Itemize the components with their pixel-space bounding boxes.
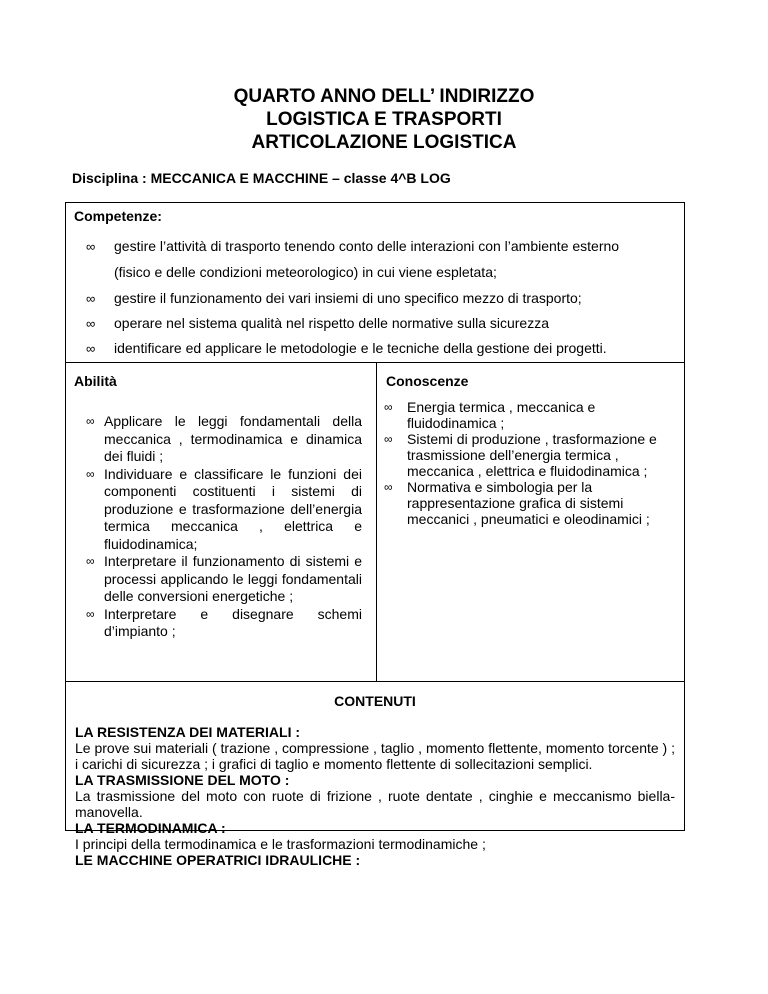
title-line-2: LOGISTICA E TRASPORTI (266, 109, 502, 130)
contenuti-heading: CONTENUTI (334, 693, 416, 709)
conoscenze-item-text: Energia termica , meccanica e fluidodinamica ; (407, 399, 596, 431)
section-title: LA TERMODINAMICA : (75, 820, 226, 836)
title-line-3: ARTICOLAZIONE LOGISTICA (251, 132, 517, 153)
column-divider (376, 363, 377, 681)
bullet-icon: ∞ (86, 554, 95, 568)
title-line-1: QUARTO ANNO DELL’ INDIRIZZO (233, 86, 535, 107)
conoscenze-list (384, 399, 674, 527)
section-text: La trasmissione del moto con ruote di frizione , ruote dentate , cinghie e meccanismo biella-manovella. (75, 788, 675, 820)
abilita-conoscenze-table (65, 362, 685, 682)
competenze-item (86, 290, 582, 306)
competenze-item-text: operare nel sistema qualità nel rispetto delle normative sulla sicurezza (114, 315, 549, 331)
abilita-item-text: Interpretare e disegnare schemi d’impianto ; (104, 605, 362, 639)
bullet-icon: ∞ (86, 341, 96, 356)
disciplina-line: Disciplina : MECCANICA E MACCHINE – classe 4^B LOG (72, 170, 451, 186)
bullet-icon: ∞ (86, 414, 95, 428)
competenze-section (65, 202, 685, 363)
abilita-item-text: Individuare e classificare le funzioni dei componenti costituenti i sistemi di produzione e trasformazione dell’energia termica meccanica , elettrica e fluidodinamica; (104, 465, 362, 552)
competenze-item-text: identificare ed applicare le metodologie e le tecniche della gestione dei progetti. (114, 340, 607, 356)
bullet-icon: ∞ (384, 480, 393, 494)
conoscenze-item (384, 431, 674, 479)
competenze-heading: Competenze: (74, 208, 162, 224)
competenze-item (86, 238, 619, 254)
document-title (0, 85, 768, 154)
contenuti-section (65, 681, 685, 868)
bullet-icon: ∞ (384, 400, 393, 414)
bullet-icon: ∞ (384, 432, 393, 446)
competenze-item-text: gestire il funzionamento dei vari insiemi di uno specifico mezzo di trasporto; (114, 290, 582, 306)
competenze-item (86, 340, 607, 356)
competenze-item-text: gestire l’attività di trasporto tenendo conto delle interazioni con l’ambiente esterno (114, 238, 620, 254)
conoscenze-item (384, 399, 674, 431)
abilita-list (86, 413, 362, 641)
competenze-item-continuation: (fisico e delle condizioni meteorologico) in cui viene espletata; (114, 264, 497, 280)
conoscenze-item (384, 479, 674, 527)
conoscenze-heading: Conoscenze (386, 373, 469, 389)
abilita-item-text: Applicare le leggi fondamentali della meccanica , termodinamica e dinamica dei fluidi ; (104, 413, 362, 464)
bullet-icon: ∞ (86, 316, 96, 331)
abilita-item (86, 466, 362, 554)
bullet-icon: ∞ (86, 466, 95, 481)
abilita-item (86, 413, 362, 466)
bullet-icon: ∞ (86, 239, 96, 254)
section-title: LA TRASMISSIONE DEL MOTO : (75, 772, 290, 788)
section-title: LE MACCHINE OPERATRICI IDRAULICHE : (75, 852, 361, 868)
abilita-item-text: Interpretare il funzionamento di sistemi e processi applicando le leggi fondamentali delle conversioni energetiche ; (104, 553, 362, 604)
abilita-item (86, 553, 362, 606)
bullet-icon: ∞ (86, 606, 95, 621)
competenze-item (86, 315, 549, 331)
conoscenze-item-text: Sistemi di produzione , trasformazione e trasmissione dell’energia termica , meccanica , elettrica e fluidodinamica ; (407, 431, 657, 479)
section-title: LA RESISTENZA DEI MATERIALI : (75, 724, 301, 740)
conoscenze-item-text: Normativa e simbologia per la rappresentazione grafica di sistemi meccanici , pneumatici e oleodinamici ; (407, 479, 650, 527)
bullet-icon: ∞ (86, 291, 96, 306)
abilita-item (86, 606, 362, 641)
section-text: Le prove sui materiali ( trazione , compressione , taglio , momento flettente, momento torcente ) ; i carichi di sicurezza ; i grafici di taglio e momento flettente di sollecitazioni semplici. (75, 740, 675, 772)
contenuti-body (75, 724, 675, 868)
section-text: I principi della termodinamica e le trasformazioni termodinamiche ; (75, 836, 486, 852)
abilita-heading: Abilità (74, 373, 117, 389)
